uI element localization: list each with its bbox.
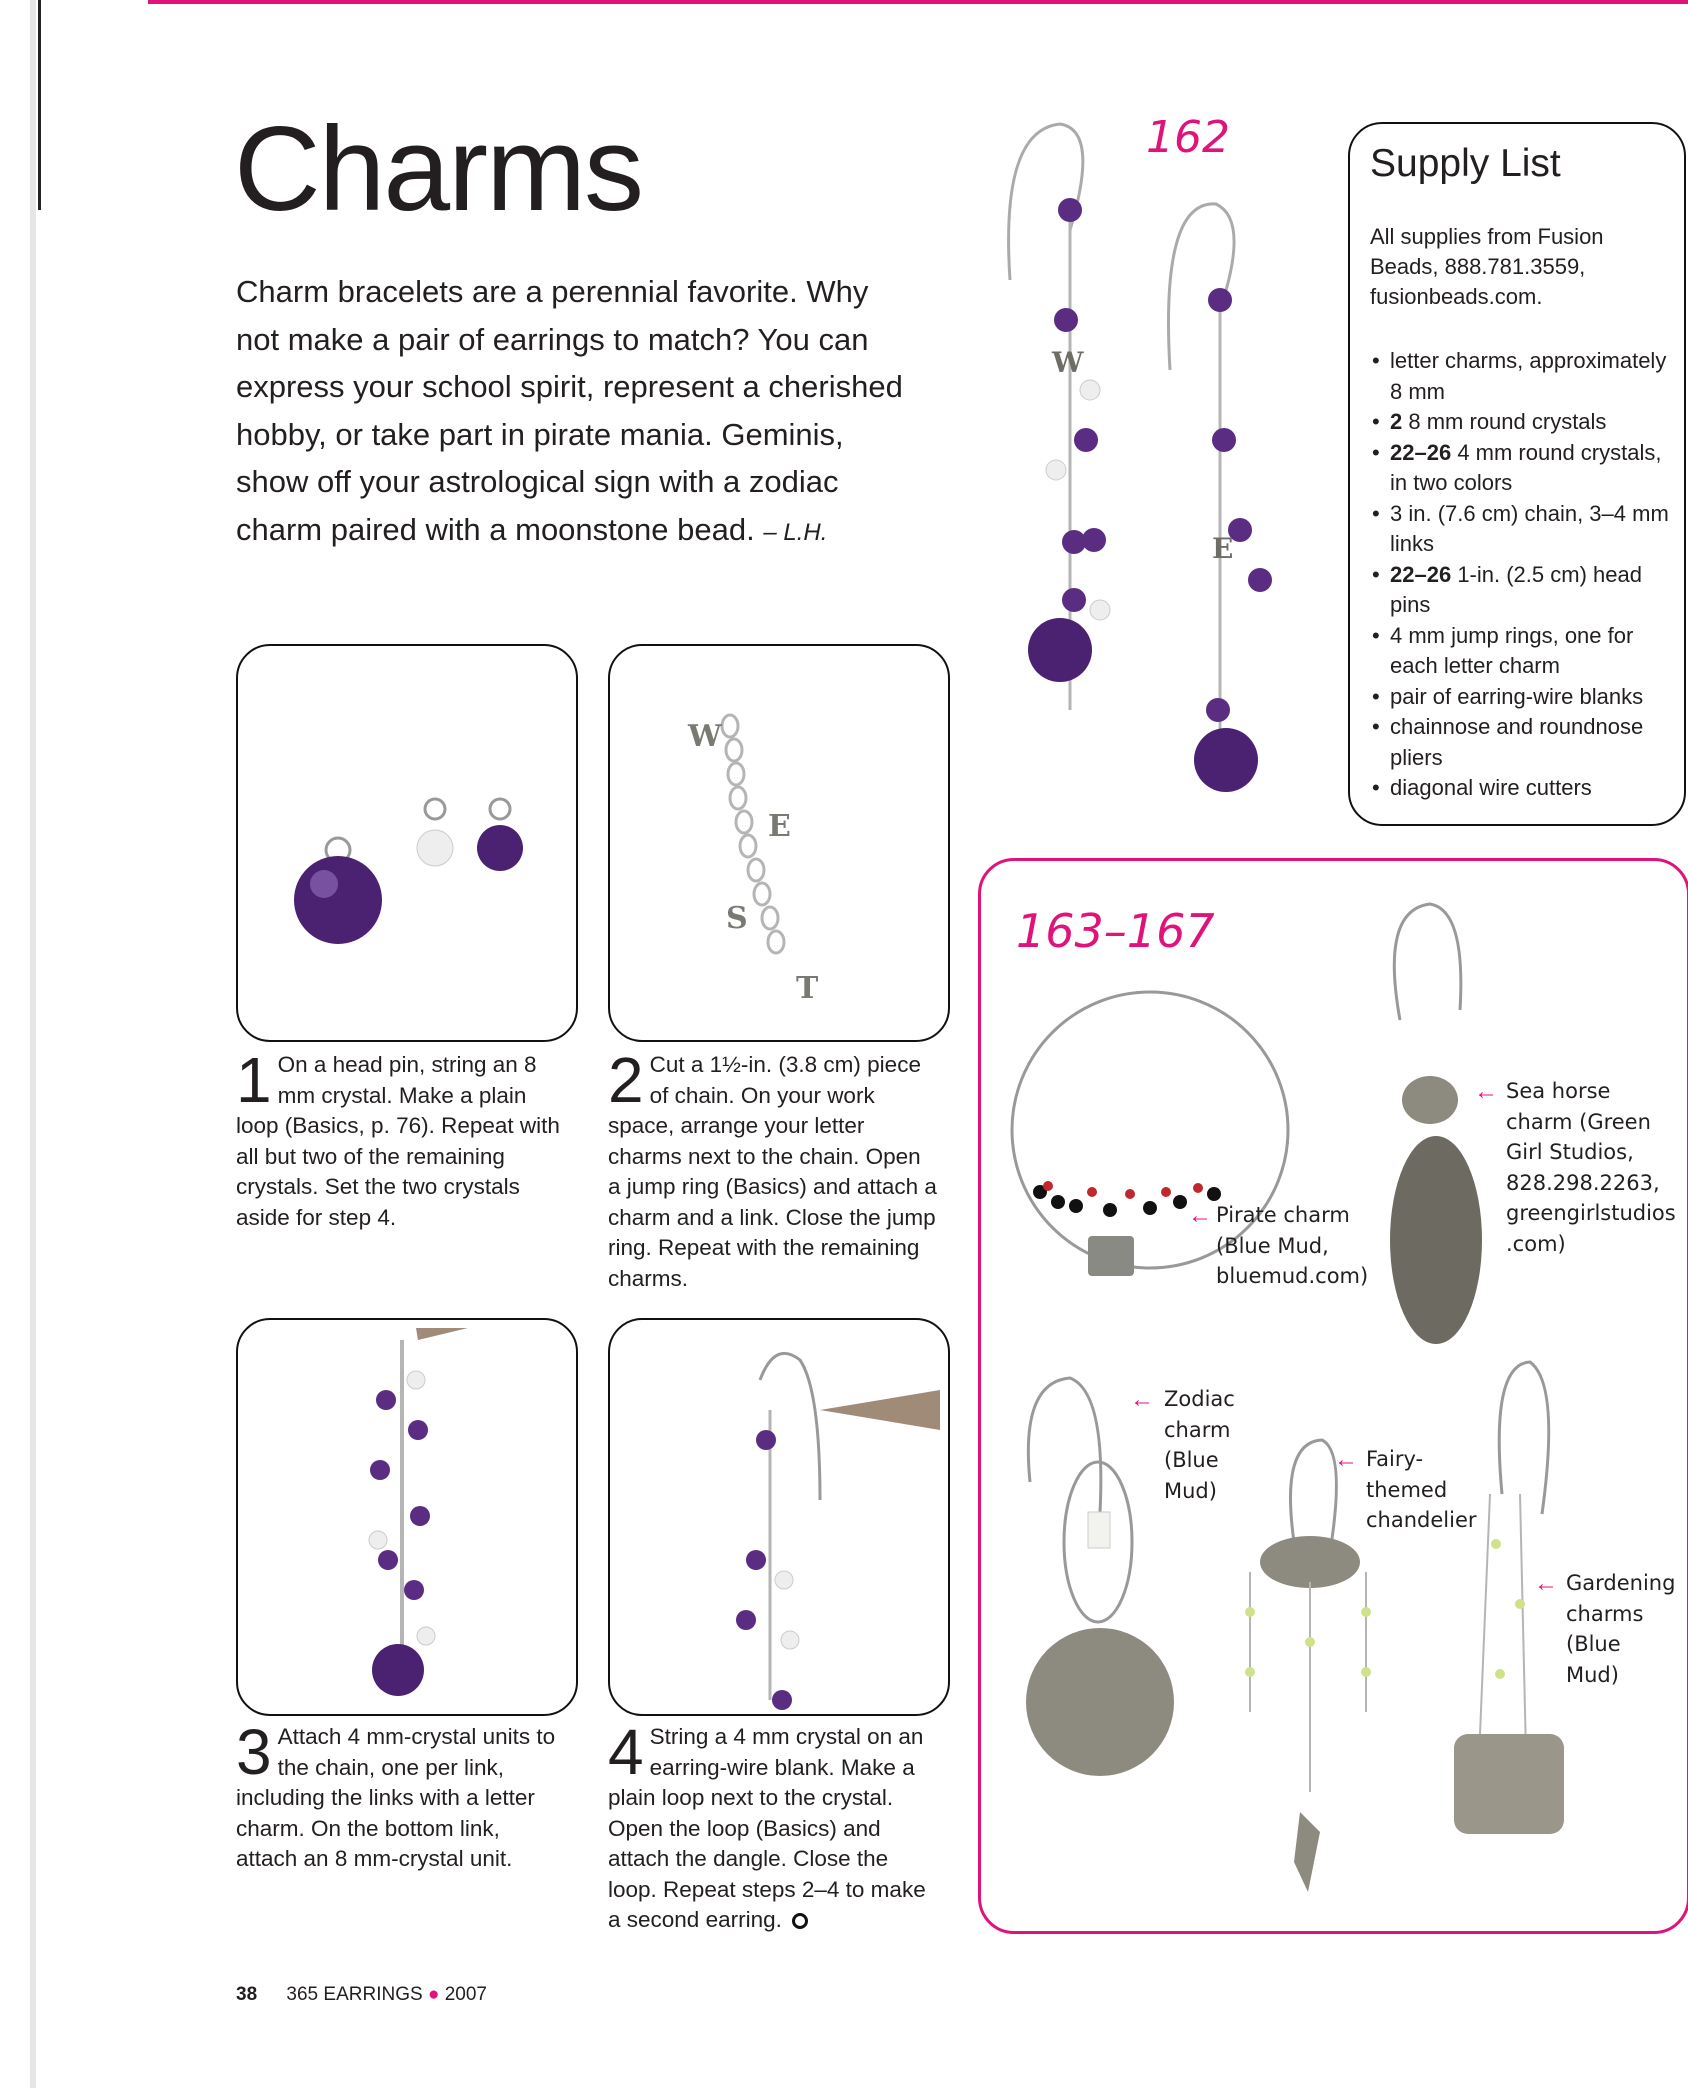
supply-item-text: pair of earring-wire blanks xyxy=(1390,683,1644,709)
step-1-photo xyxy=(236,644,578,1042)
supply-item xyxy=(1370,407,1670,438)
intro-paragraph xyxy=(236,268,916,556)
svg-text:E: E xyxy=(768,809,791,844)
zodiac-callout: Zodiac charm (Blue Mud) xyxy=(1164,1387,1235,1503)
page-title: Charms xyxy=(234,102,643,236)
arrow-left-icon: ← xyxy=(1188,1202,1212,1229)
project-number-163-167: 163–167 xyxy=(1016,904,1215,958)
earring-wire-image xyxy=(610,1320,948,1714)
crystal-units-image xyxy=(238,646,576,1040)
supply-item xyxy=(1370,499,1670,560)
arrow-left-icon: ← xyxy=(1534,1570,1558,1597)
chain-letters-image xyxy=(610,646,948,1040)
arrow-left-icon: ← xyxy=(1130,1386,1154,1413)
supply-item-text: letter charms, approximately 8 mm xyxy=(1390,348,1667,404)
crystal-chain-image xyxy=(238,1320,576,1714)
fairy-callout: Fairy-themed chandelier xyxy=(1366,1447,1477,1532)
step-number: 3 xyxy=(236,1716,272,1788)
step-number: 2 xyxy=(608,1044,644,1116)
step-3-photo xyxy=(236,1318,578,1716)
arrow-left-icon: ← xyxy=(1474,1078,1498,1105)
gardening-earring-image xyxy=(1430,1354,1580,1874)
page-spine xyxy=(30,0,36,2088)
svg-text:T: T xyxy=(796,971,819,1006)
step-text: On a head pin, string an 8 mm crystal. Make a plain loop (Basics, p. 76). Repeat with all but two of the remaining crystals. Set the two crystals aside for step 4. xyxy=(236,1052,560,1230)
intro-text: Charm bracelets are a perennial favorite. Why not make a pair of earrings to match? You can express your school spirit, represent a cherished hobby, or take part in pirate mania. Geminis, show off your astrological sign with a zodiac charm paired with a moonstone bead. xyxy=(236,274,903,547)
page-number: 38 xyxy=(236,1984,258,2005)
supply-item-text: 1-in. (2.5 cm) head pins xyxy=(1390,561,1642,617)
svg-text:W: W xyxy=(1052,346,1084,379)
supply-list-intro: All supplies from Fusion Beads, 888.781.3559, fusionbeads.com. xyxy=(1370,224,1604,309)
supply-item-text: 4 mm jump rings, one for each letter charm xyxy=(1390,622,1634,678)
publication-year: 2007 xyxy=(444,1984,487,2005)
gardening-callout: Gardening charms (Blue Mud) xyxy=(1566,1571,1676,1687)
sea-horse-callout: Sea horse charm (Green Girl Studios, 828.298.2263, greengirlstudios .com) xyxy=(1506,1079,1676,1256)
step-number: 1 xyxy=(236,1044,272,1116)
step-2-instructions xyxy=(608,1044,938,1294)
supply-item xyxy=(1370,773,1670,804)
step-4-instructions xyxy=(608,1716,938,1936)
supply-qty: 22–26 xyxy=(1390,439,1452,465)
supply-item xyxy=(1370,346,1670,407)
publication-name: 365 EARRINGS xyxy=(286,1984,423,2005)
step-4-photo xyxy=(608,1318,950,1716)
supply-list-title: Supply List xyxy=(1370,142,1561,185)
page-spine-shadow xyxy=(38,0,41,210)
supply-item-text: 8 mm round crystals xyxy=(1408,409,1607,434)
end-of-article-icon xyxy=(792,1913,808,1929)
step-number: 4 xyxy=(608,1716,644,1788)
supply-item xyxy=(1370,438,1670,499)
step-text: Attach 4 mm-crystal units to the chain, one per link, including the links with a letter charm. On the bottom link, attach an 8 mm-crystal unit. xyxy=(236,1724,556,1871)
supply-item xyxy=(1370,682,1670,713)
sea-horse-earring-image xyxy=(1370,900,1490,1360)
step-1-instructions xyxy=(236,1044,566,1233)
supply-qty: 2 xyxy=(1390,409,1403,434)
earrings-162-image xyxy=(990,110,1290,810)
supply-item-text: chainnose and roundnose pliers xyxy=(1390,714,1644,770)
project-number-162: 162 xyxy=(1146,112,1230,163)
svg-text:S: S xyxy=(726,901,748,936)
supply-item xyxy=(1370,621,1670,682)
pirate-callout: Pirate charm (Blue Mud, bluemud.com) xyxy=(1216,1203,1369,1288)
supply-item xyxy=(1370,560,1670,621)
supply-item xyxy=(1370,712,1670,773)
svg-text:E: E xyxy=(1212,532,1234,565)
supply-item-text: 4 mm round crystals, in two colors xyxy=(1390,439,1662,495)
supply-qty: 22–26 xyxy=(1390,561,1452,587)
supply-list xyxy=(1370,346,1670,804)
supply-item-text: diagonal wire cutters xyxy=(1390,775,1592,800)
page-footer xyxy=(236,1984,487,2006)
arrow-left-icon: ← xyxy=(1334,1446,1358,1473)
step-text: Cut a 1½-in. (3.8 cm) piece of chain. On your work space, arrange your letter charms next to the chain. Open a jump ring (Basics) and attach a charm and a link. Close the jump ring. Repeat with the remaining charms. xyxy=(608,1052,937,1291)
supply-item-text: 3 in. (7.6 cm) chain, 3–4 mm links xyxy=(1390,500,1669,556)
intro-signature: – L.H. xyxy=(763,518,828,546)
top-accent-rule xyxy=(148,0,1688,4)
step-3-instructions xyxy=(236,1716,566,1875)
svg-text:W: W xyxy=(688,719,722,754)
footer-dot-icon: ● xyxy=(427,1984,440,2005)
step-2-photo xyxy=(608,644,950,1042)
step-text: String a 4 mm crystal on an earring-wire blank. Make a plain loop next to the crystal. Open the loop (Basics) and attach the dangle. Close the loop. Repeat steps 2–4 to make a second earring. xyxy=(608,1724,926,1932)
zodiac-earring-image xyxy=(1010,1372,1180,1792)
